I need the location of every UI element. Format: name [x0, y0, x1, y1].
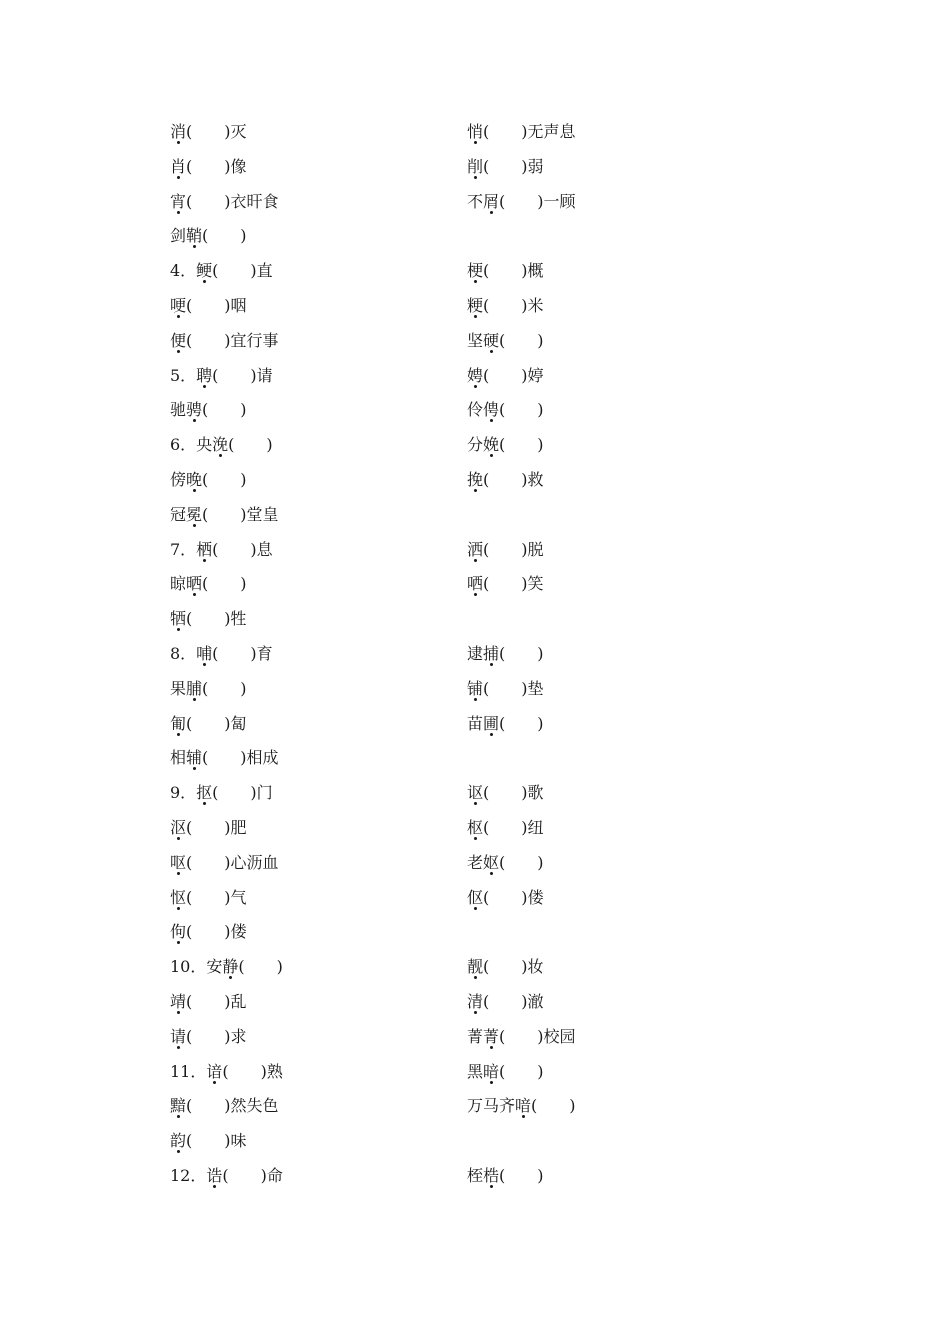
emphasis-dot	[474, 315, 477, 318]
emphasis-dot	[213, 1185, 216, 1188]
emphasis-dot	[203, 802, 206, 805]
emphasis-dot	[177, 211, 180, 214]
right-item: 枢( )纽	[467, 818, 544, 837]
right-item: 梗( )概	[467, 261, 544, 281]
emphasis-dot	[219, 454, 222, 457]
right-item: 老妪( )	[467, 852, 544, 872]
exercise-row	[170, 289, 870, 324]
left-item: 5．聘( )请	[170, 365, 273, 385]
emphasis-dot	[474, 559, 477, 562]
exercise-row	[170, 1159, 870, 1194]
left-item: 黯( )然失色	[170, 1096, 279, 1116]
exercise-row	[170, 185, 870, 220]
left-item: 消( )灭	[170, 122, 247, 141]
right-item: 哂( )笑	[467, 574, 544, 594]
right-item: 靓( )妆	[467, 957, 544, 977]
emphasis-dot	[474, 976, 477, 979]
emphasis-dot	[474, 837, 477, 840]
right-item: 分娩( )	[467, 435, 544, 455]
exercise-row	[170, 602, 870, 637]
right-item: 不屑( )一顾	[467, 191, 576, 211]
emphasis-dot	[177, 872, 180, 875]
emphasis-dot	[193, 524, 196, 527]
left-item: 肖( )像	[170, 156, 247, 176]
right-item: 苗圃( )	[467, 713, 544, 733]
right-item: 挽( )救	[467, 470, 544, 489]
left-item: 靖( )乱	[170, 992, 247, 1011]
emphasis-dot	[490, 1185, 493, 1188]
emphasis-dot	[203, 385, 206, 388]
emphasis-dot	[490, 454, 493, 457]
left-item: 傍晚( )	[170, 470, 247, 489]
right-item: 伶俜( )	[467, 400, 544, 420]
exercise-row	[170, 881, 870, 916]
left-item: 沤( )肥	[170, 818, 247, 837]
emphasis-dot	[490, 733, 493, 736]
emphasis-dot	[203, 663, 206, 666]
emphasis-dot	[213, 1081, 216, 1084]
left-item: 牺( )牲	[170, 609, 247, 629]
right-item: 粳( )米	[467, 296, 544, 315]
exercise-row	[170, 741, 870, 776]
left-item: 12．诰( )命	[170, 1166, 283, 1185]
emphasis-dot	[474, 489, 477, 492]
emphasis-dot	[474, 802, 477, 805]
exercise-row	[170, 219, 870, 254]
emphasis-dot	[490, 211, 493, 214]
left-item: 果脯( )	[170, 678, 247, 698]
exercise-row	[170, 254, 870, 289]
emphasis-dot	[490, 350, 493, 353]
left-item: 剑鞘( )	[170, 226, 247, 246]
emphasis-dot	[474, 385, 477, 388]
left-item: 晾晒( )	[170, 574, 247, 594]
exercise-row	[170, 1020, 870, 1055]
left-item: 驰骋( )	[170, 400, 247, 420]
left-item: 6．央浼( )	[170, 435, 273, 455]
right-item: 桎梏( )	[467, 1166, 544, 1185]
left-item: 佝( )偻	[170, 922, 247, 942]
exercise-row	[170, 707, 870, 742]
emphasis-dot	[177, 628, 180, 631]
exercise-row	[170, 324, 870, 359]
exercise-row	[170, 463, 870, 498]
left-item: 相辅( )相成	[170, 748, 279, 768]
emphasis-dot	[474, 176, 477, 179]
exercise-row	[170, 1089, 870, 1124]
right-item: 娉( )婷	[467, 365, 544, 385]
left-item: 9．抠( )门	[170, 783, 273, 803]
exercise-row	[170, 1124, 870, 1159]
right-item: 清( )澈	[467, 992, 544, 1011]
emphasis-dot	[177, 1150, 180, 1153]
emphasis-dot	[177, 141, 180, 144]
right-item: 悄( )无声息	[467, 122, 576, 141]
exercise-row	[170, 672, 870, 707]
exercise-row	[170, 567, 870, 602]
exercise-row	[170, 498, 870, 533]
emphasis-dot	[177, 1011, 180, 1014]
left-item: 呕( )心沥血	[170, 852, 279, 872]
left-item: 10．安静( )	[170, 957, 283, 977]
emphasis-dot	[193, 698, 196, 701]
left-item: 哽( )咽	[170, 296, 247, 315]
left-item: 韵( )味	[170, 1131, 247, 1151]
emphasis-dot	[490, 1081, 493, 1084]
emphasis-dot	[177, 350, 180, 353]
exercise-row	[170, 846, 870, 881]
exercise-row	[170, 150, 870, 185]
left-item: 怄( )气	[170, 887, 247, 907]
left-item: 4．鲠( )直	[170, 261, 273, 281]
right-item: 洒( )脱	[467, 539, 544, 559]
right-item: 万马齐喑( )	[467, 1096, 576, 1116]
emphasis-dot	[474, 698, 477, 701]
exercise-row	[170, 950, 870, 985]
left-item: 宵( )衣旰食	[170, 191, 279, 211]
left-item: 匍( )匐	[170, 713, 247, 733]
emphasis-dot	[203, 559, 206, 562]
exercise-row	[170, 776, 870, 811]
emphasis-dot	[474, 907, 477, 910]
emphasis-dot	[474, 1011, 477, 1014]
exercise-row	[170, 428, 870, 463]
left-item: 请( )求	[170, 1026, 247, 1046]
emphasis-dot	[203, 280, 206, 283]
exercise-row	[170, 637, 870, 672]
exercise-row	[170, 985, 870, 1020]
left-item: 冠冕( )堂皇	[170, 504, 279, 524]
left-item: 11．谙( )熟	[170, 1061, 283, 1081]
right-item: 讴( )歌	[467, 783, 544, 803]
exercise-row	[170, 359, 870, 394]
right-item: 伛( )偻	[467, 887, 544, 907]
emphasis-dot	[474, 280, 477, 283]
emphasis-dot	[177, 176, 180, 179]
right-item: 铺( )垫	[467, 678, 544, 698]
exercise-row	[170, 533, 870, 568]
emphasis-dot	[177, 907, 180, 910]
left-item: 8．哺( )育	[170, 644, 273, 663]
emphasis-dot	[490, 872, 493, 875]
exercise-row	[170, 811, 870, 846]
exercise-row	[170, 1055, 870, 1090]
exercise-row	[170, 915, 870, 950]
exercise-row	[170, 393, 870, 428]
emphasis-dot	[177, 1046, 180, 1049]
right-item: 黑暗( )	[467, 1061, 544, 1081]
left-item: 便( )宜行事	[170, 330, 279, 350]
right-item: 菁菁( )校园	[467, 1026, 576, 1046]
left-item: 7．栖( )息	[170, 539, 273, 559]
emphasis-dot	[490, 1046, 493, 1049]
right-item: 坚硬( )	[467, 330, 544, 350]
emphasis-dot	[474, 141, 477, 144]
emphasis-dot	[177, 315, 180, 318]
emphasis-dot	[177, 837, 180, 840]
emphasis-dot	[177, 733, 180, 736]
right-item: 逮捕( )	[467, 644, 544, 663]
emphasis-dot	[490, 663, 493, 666]
emphasis-dot	[193, 489, 196, 492]
right-item: 削( )弱	[467, 156, 544, 176]
exercise-row	[170, 115, 870, 150]
